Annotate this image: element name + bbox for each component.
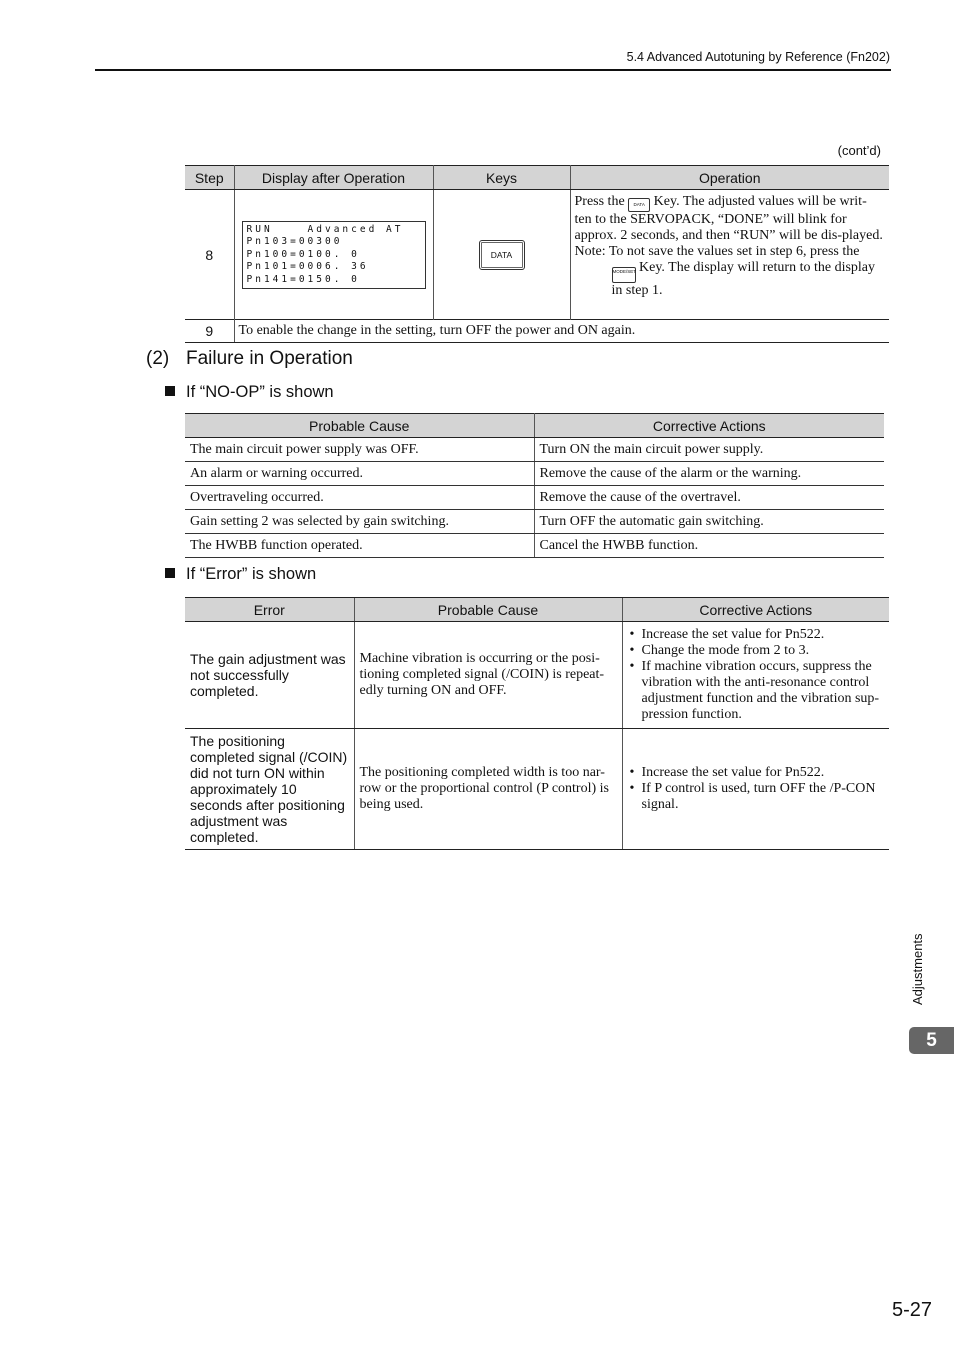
error-cell: The gain adjustment was not successfully completed. — [185, 622, 354, 729]
lcd-line: Pn141=0150. 0 — [246, 273, 360, 285]
data-key-icon — [479, 240, 525, 270]
operation-text — [575, 194, 884, 244]
error-heading-text: If “Error” is shown — [186, 565, 317, 583]
col-header-probable-cause: Probable Cause — [354, 598, 622, 622]
action-list — [628, 765, 885, 813]
error-table — [185, 597, 889, 850]
step-row-8 — [185, 190, 889, 320]
col-header-step: Step — [185, 166, 234, 190]
cause-cell: An alarm or warning occurred. — [185, 462, 534, 486]
display-cell — [234, 190, 433, 320]
running-header: 5.4 Advanced Autotuning by Reference (Fn202) — [626, 50, 890, 64]
operation-note-continued — [575, 260, 884, 299]
error-heading — [165, 565, 316, 584]
note-prefix: Note: — [574, 244, 606, 259]
step-table-header — [185, 166, 889, 190]
col-header-display: Display after Operation — [234, 166, 433, 190]
operation-text-part: Key. The adjusted values will be writ-ten to the SERVOPACK, “DONE” will blink for approx. 2 seconds, and then “RUN” will be dis-played. — [574, 194, 883, 243]
side-tab-label: Adjustments — [910, 933, 925, 1005]
cause-cell: Overtraveling occurred. — [185, 486, 534, 510]
col-header-operation: Operation — [570, 166, 889, 190]
step-number: 8 — [185, 190, 234, 320]
operation-note — [575, 244, 884, 260]
table-row — [185, 486, 884, 510]
chapter-tab: 5 — [909, 1027, 954, 1054]
step-row-9 — [185, 320, 889, 343]
col-header-corrective-actions: Corrective Actions — [622, 598, 889, 622]
cause-cell: The HWBB function operated. — [185, 534, 534, 558]
cause-cell: The positioning completed width is too nar-row or the proportional control (P control) is being used. — [354, 729, 622, 850]
data-key-label: DATA — [490, 249, 513, 260]
table-row — [185, 438, 884, 462]
noop-table-header — [185, 414, 884, 438]
action-list — [628, 627, 885, 723]
col-header-error: Error — [185, 598, 354, 622]
continued-label: (cont’d) — [837, 143, 881, 158]
col-header-corrective-actions: Corrective Actions — [534, 414, 884, 438]
note-text-part: Key. The display will return to the display in step 1. — [611, 260, 876, 298]
list-item: • If machine vibration occurs, suppress the vibration with the anti-resonance control adjustment function and the vibration sup-pression function. — [628, 659, 885, 723]
mode-set-key-inline-icon: MODE/SET — [612, 267, 636, 283]
list-item: • Increase the set value for Pn522. — [628, 765, 885, 781]
action-cell: Turn OFF the automatic gain switching. — [534, 510, 884, 534]
header-rule — [95, 69, 891, 71]
action-cell: Remove the cause of the alarm or the warning. — [534, 462, 884, 486]
lcd-line: Pn101=0006. 36 — [246, 261, 369, 273]
lcd-display — [242, 221, 426, 289]
list-item: • If P control is used, turn OFF the /P-CON signal. — [628, 781, 885, 813]
error-table-header — [185, 598, 889, 622]
action-cell: Turn ON the main circuit power supply. — [534, 438, 884, 462]
table-row — [185, 729, 889, 850]
error-cell: The positioning completed signal (/COIN) did not turn ON within approximately 10 seconds after positioning adjustment was completed. — [185, 729, 354, 850]
note-text-part: To not save the values set in step 6, press the — [608, 244, 860, 259]
table-row — [185, 462, 884, 486]
col-header-probable-cause: Probable Cause — [185, 414, 534, 438]
noop-heading — [165, 383, 334, 402]
square-bullet-icon — [165, 568, 175, 578]
cause-cell: Gain setting 2 was selected by gain switching. — [185, 510, 534, 534]
section-title: Failure in Operation — [186, 348, 353, 369]
action-cell: Remove the cause of the overtravel. — [534, 486, 884, 510]
action-cell: Cancel the HWBB function. — [534, 534, 884, 558]
section-number: (2) — [146, 348, 170, 369]
table-row — [185, 534, 884, 558]
step-number: 9 — [185, 320, 234, 343]
noop-table — [185, 413, 884, 558]
page-number: 5-27 — [891, 1299, 932, 1321]
operation-text-part: Press the — [574, 194, 625, 209]
action-cell — [622, 622, 889, 729]
col-header-keys: Keys — [433, 166, 570, 190]
table-row — [185, 622, 889, 729]
keys-cell — [433, 190, 570, 320]
list-item: • Change the mode from 2 to 3. — [628, 643, 885, 659]
cause-cell: Machine vibration is occurring or the posi-tioning completed signal (/COIN) is repeat-edly turning ON and OFF. — [354, 622, 622, 729]
lcd-line: Pn100=0100. 0 — [246, 248, 360, 260]
section-heading — [146, 348, 353, 370]
step-9-text: To enable the change in the setting, turn OFF the power and ON again. — [234, 320, 889, 343]
operation-cell — [570, 190, 889, 320]
lcd-line: Pn103=00300 — [246, 236, 343, 248]
square-bullet-icon — [165, 386, 175, 396]
action-cell — [622, 729, 889, 850]
cause-cell: The main circuit power supply was OFF. — [185, 438, 534, 462]
data-key-inline-icon: DATA — [628, 198, 650, 212]
lcd-line: RUN Advanced AT — [246, 223, 404, 235]
table-row — [185, 510, 884, 534]
list-item: • Increase the set value for Pn522. — [628, 627, 885, 643]
step-table — [185, 165, 889, 343]
noop-heading-text: If “NO-OP” is shown — [186, 383, 334, 401]
